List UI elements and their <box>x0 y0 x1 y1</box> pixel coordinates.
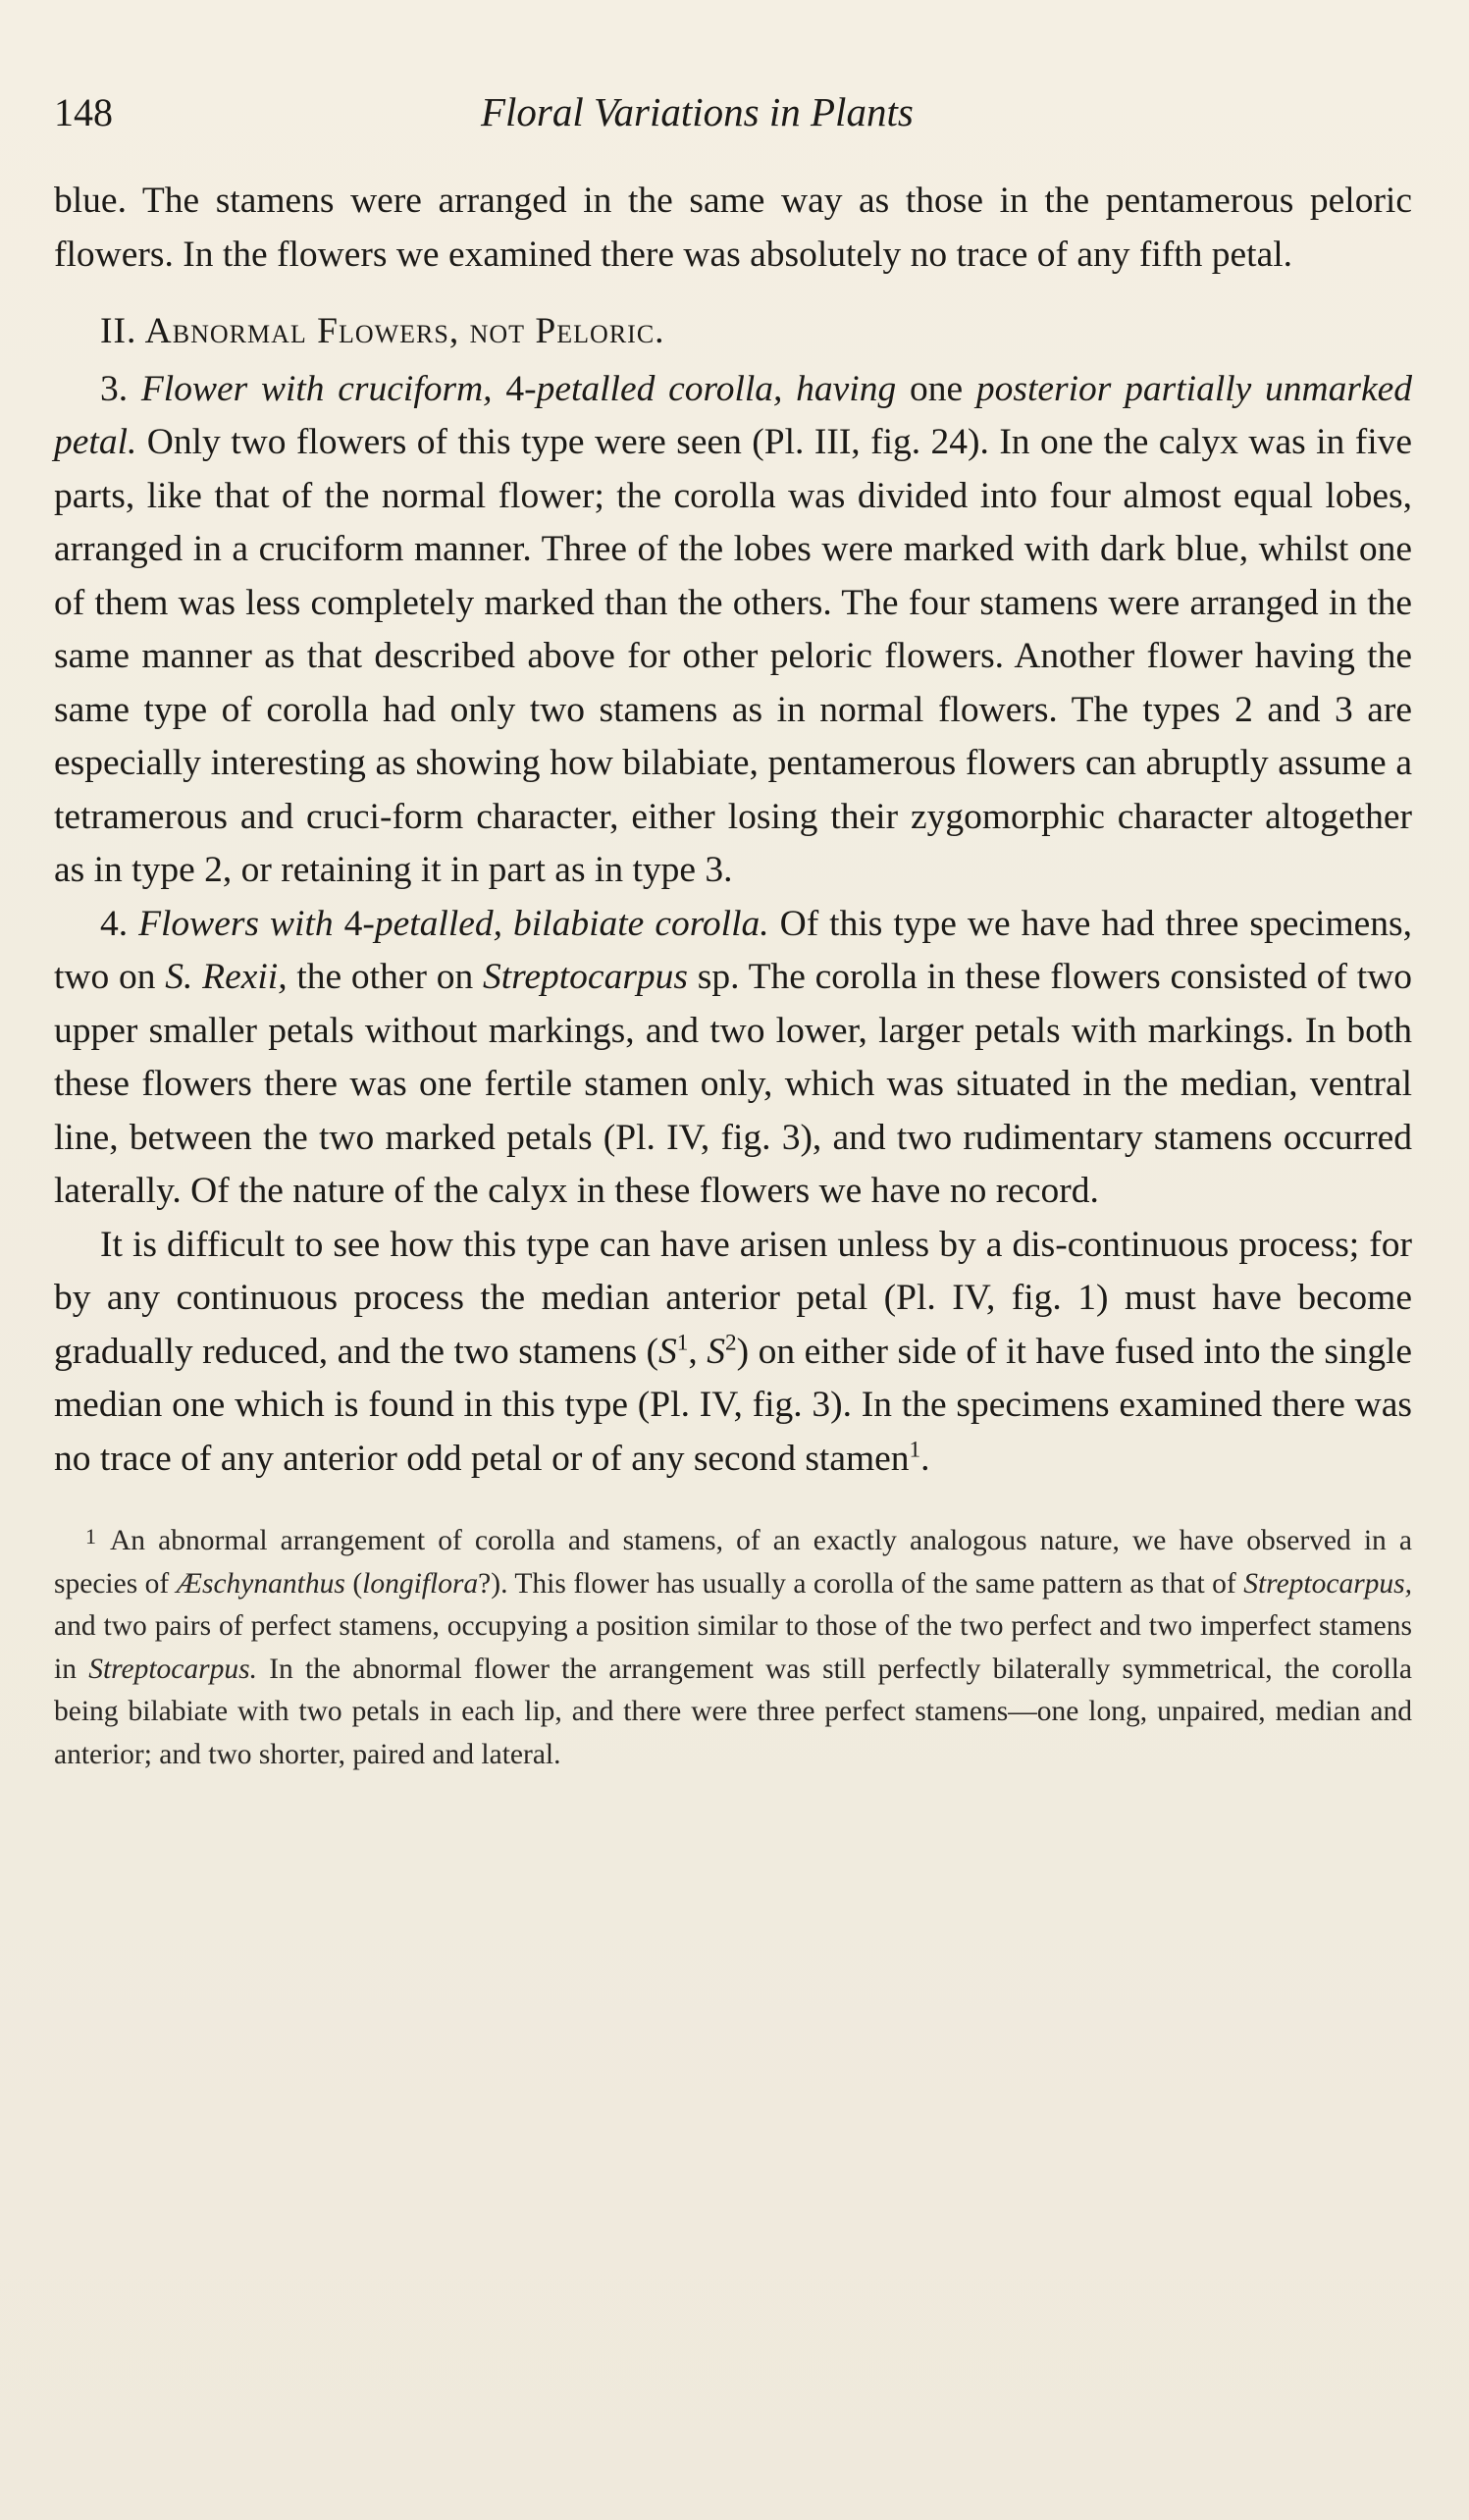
italic-genus: Streptocarpus. <box>88 1653 257 1685</box>
text-run: ( <box>352 1567 363 1600</box>
italic-phrase: petalled corolla, having <box>536 368 897 409</box>
text-run: ) on either side of it have fused into the single median one which is found in this type (Pl. IV, fig. 3). In the specimens examined there was no trace of any anterior odd petal or of any second stamen <box>54 1331 1413 1479</box>
text-run: one <box>909 368 964 409</box>
page-header <box>54 88 1412 147</box>
italic-genus: Æschynanthus <box>176 1567 345 1600</box>
footnote-mark: 1 <box>85 1524 96 1549</box>
text-run: the other on <box>296 957 474 997</box>
paragraph-discussion <box>54 1219 1412 1487</box>
section-heading: II. Abnormal Flowers, not Peloric. <box>100 311 665 351</box>
text-run: In the abnormal flower the arrangement was still perfectly bilaterally symmetrical, the corolla being bilabiate with two petals in each lip, and there were three perfect stamens—one long, unpaired, median and anterior; and two shorter, paired and lateral. <box>54 1653 1413 1770</box>
text-run: An abnormal arrangement of corolla and stamens, of an exactly analogous nature, we have observed in a species of <box>54 1525 1412 1600</box>
text-run: , <box>688 1331 708 1372</box>
paragraph-type-3 <box>54 363 1412 898</box>
page-number: 148 <box>54 90 113 134</box>
text-run: ?). This flower has usually a corolla of the same pattern as that of <box>478 1567 1236 1600</box>
italic-species: longiflora <box>362 1567 479 1600</box>
text-run: and two pairs of perfect stamens, occupying a position similar to those of the two perfect and two imperfect stamens in <box>54 1610 1412 1685</box>
stamen-symbol: S <box>707 1331 726 1372</box>
text-run: 4- <box>343 903 375 944</box>
superscript: 1 <box>676 1330 689 1355</box>
running-title: Floral Variations in Plants <box>481 89 914 134</box>
item-number: 4. <box>100 903 129 944</box>
page-body <box>54 175 1412 1776</box>
superscript: 2 <box>725 1330 737 1355</box>
italic-species: S. Rexii, <box>165 957 288 997</box>
text-run: sp. The corolla in these flowers consisted of two upper smaller petals without markings, and two lower, larger petals with markings. In both these flowers there was one fertile stamen only, which was situated in the median, ventral line, between the two marked petals (Pl. IV, fig. 3), and two rudimentary stamens occurred laterally. Of the nature of the calyx in these flowers we have no record. <box>54 957 1413 1211</box>
italic-phrase: posterior partially unmarked petal. <box>54 368 1413 462</box>
item-number: 3. <box>100 368 129 409</box>
stamen-symbol: S <box>658 1331 677 1372</box>
footnote-reference[interactable]: 1 <box>909 1437 921 1462</box>
text-run: It is difficult to see how this type can have arisen unless by a dis-continuous process; for by any continuous process the median anterior petal (Pl. IV, fig. 1) must have become gradually reduced, and the two stamens ( <box>54 1224 1412 1372</box>
text-run: 4- <box>505 368 537 409</box>
italic-genus: Streptocarpus, <box>1243 1567 1413 1600</box>
paragraph-continuation: blue. The stamens were arranged in the same way as those in the pentamerous peloric flowers. In the flowers we examined there was absolutely no trace of any fifth petal. <box>54 181 1412 275</box>
italic-phrase: Flowers with <box>138 903 334 944</box>
italic-phrase: petalled, bilabiate corolla. <box>374 903 769 944</box>
italic-phrase: Flower with cruciform, <box>140 368 493 409</box>
paragraph-type-4 <box>54 898 1412 1219</box>
text-run: . <box>920 1438 930 1479</box>
footnote <box>54 1515 1412 1776</box>
text-run: Only two flowers of this type were seen (Pl. III, fig. 24). In one the calyx was in five parts, like that of the normal flower; the corolla was divided into four almost equal lobes, arranged in a cruciform manner. Three of the lobes were marked with dark blue, whilst one of them was less completely marked than the others. The four stamens were arranged in the same manner as that described above for other peloric flowers. Another flower having the same type of corolla had only two stamens as in normal flowers. The types 2 and 3 are especially interesting as showing how bilabiate, pentamerous flowers can abruptly assume a tetramerous and cruci-form character, either losing their zygomorphic character altogether as in type 2, or retaining it in part as in type 3. <box>54 422 1413 890</box>
italic-genus: Streptocarpus <box>483 957 689 997</box>
text-run: Of this type we have had three specimens, two on <box>54 903 1412 997</box>
